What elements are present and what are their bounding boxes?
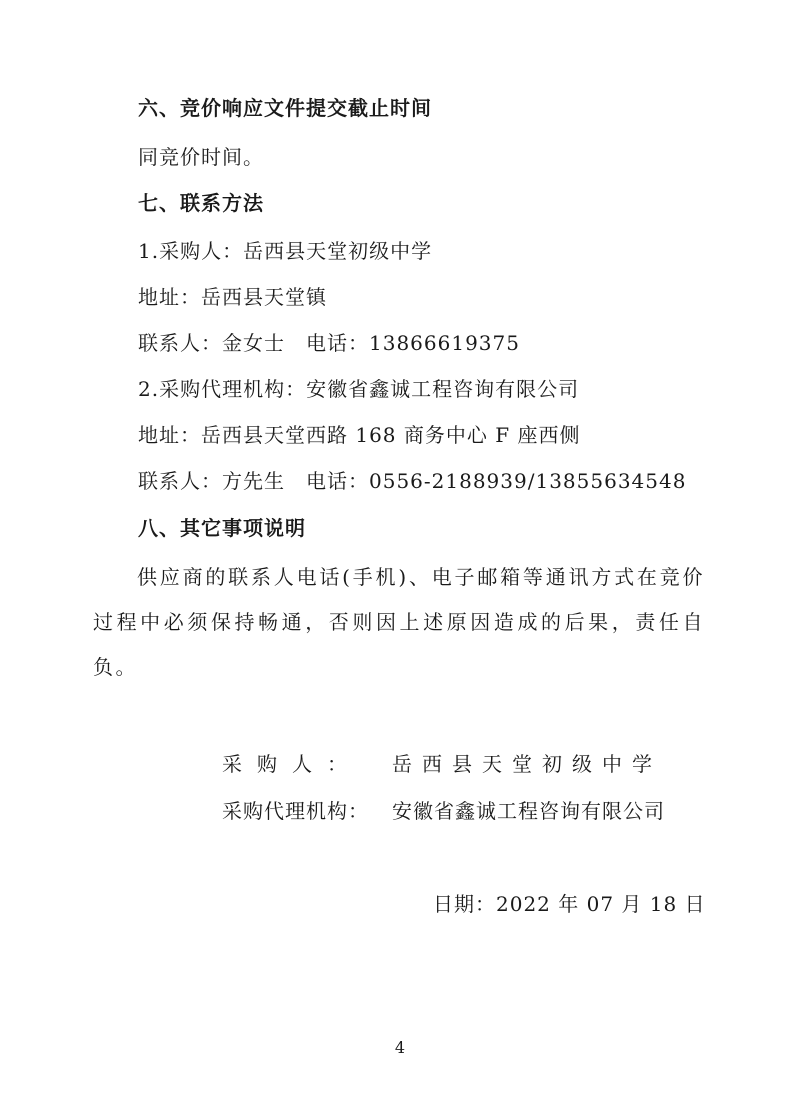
section-heading-deadline: 六、竞价响应文件提交截止时间 <box>138 96 432 120</box>
signature-purchaser-value: 岳西县天堂初级中学 <box>392 752 662 776</box>
signature-agency-label: 采购代理机构： <box>222 799 369 823</box>
agency-contact: 联系人：方先生 电话：0556-2188939/13855634548 <box>138 469 687 493</box>
agency-title: 2.采购代理机构：安徽省鑫诚工程咨询有限公司 <box>138 377 580 401</box>
signature-purchaser-label: 采购人： <box>222 752 362 776</box>
deadline-text: 同竞价时间。 <box>138 145 264 169</box>
agency-address: 地址：岳西县天堂西路 168 商务中心 F 座西侧 <box>138 423 581 447</box>
signature-date: 日期：2022 年 07 月 18 日 <box>433 892 706 916</box>
other-paragraph: 供应商的联系人电话(手机)、电子邮箱等通讯方式在竞价过程中必须保持畅通，否则因上述原因造成的后果，责任自负。 <box>93 565 705 679</box>
purchaser-address: 地址：岳西县天堂镇 <box>138 285 327 309</box>
purchaser-contact: 联系人：金女士 电话：13866619375 <box>138 331 520 355</box>
purchaser-title: 1.采购人：岳西县天堂初级中学 <box>138 239 433 263</box>
signature-agency-value: 安徽省鑫诚工程咨询有限公司 <box>392 799 665 823</box>
section-heading-other: 八、其它事项说明 <box>138 516 306 540</box>
section-heading-contact: 七、联系方法 <box>138 191 264 215</box>
page-number: 4 <box>394 1038 406 1057</box>
